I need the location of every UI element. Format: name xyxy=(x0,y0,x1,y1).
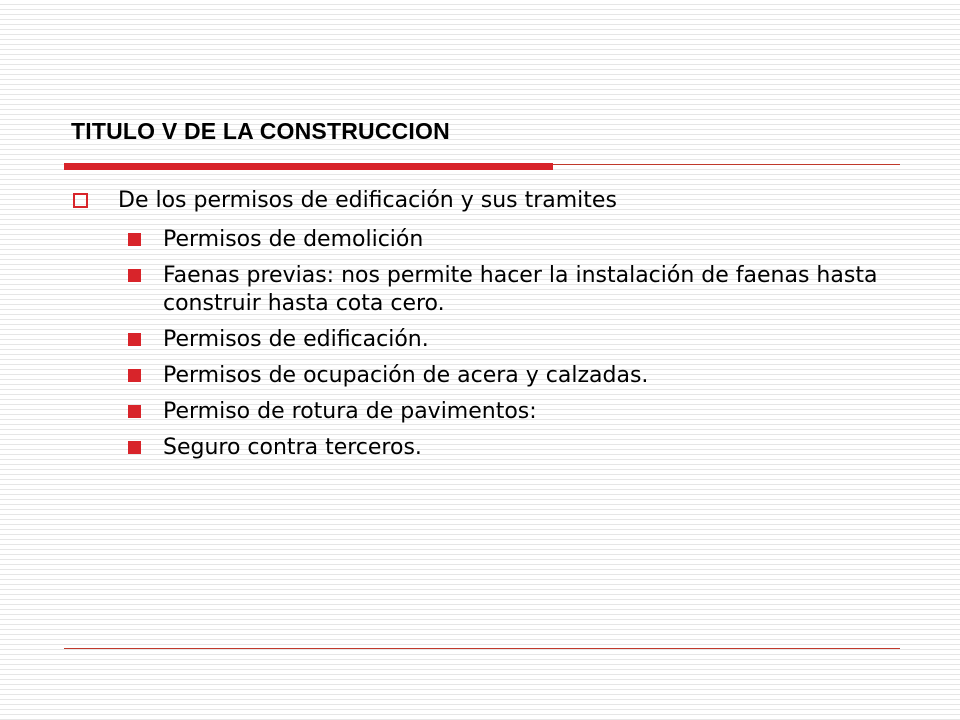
hollow-square-icon xyxy=(73,193,88,208)
sub-bullet-text: Faenas previas: nos permite hacer la instalación de faenas hasta construir hasta cota cero. xyxy=(163,263,878,316)
footer-divider xyxy=(64,648,900,649)
list-item xyxy=(125,398,905,426)
title-underline-thick xyxy=(64,163,553,170)
list-item xyxy=(125,262,905,318)
filled-square-icon xyxy=(128,269,141,282)
filled-square-icon xyxy=(128,369,141,382)
list-item xyxy=(125,226,905,254)
sub-bullet-text: Seguro contra terceros. xyxy=(163,435,422,460)
filled-square-icon xyxy=(128,441,141,454)
filled-square-icon xyxy=(128,333,141,346)
list-item xyxy=(125,434,905,462)
sub-bullet-text: Permisos de demolición xyxy=(163,227,424,252)
sub-bullet-text: Permisos de ocupación de acera y calzadas. xyxy=(163,363,649,388)
list-item xyxy=(125,362,905,390)
list-item xyxy=(125,326,905,354)
main-bullet-text: De los permisos de edificación y sus tramites xyxy=(118,188,617,213)
sub-bullet-text: Permisos de edificación. xyxy=(163,327,429,352)
sub-bullet-text: Permiso de rotura de pavimentos: xyxy=(163,399,537,424)
title-underline-thin xyxy=(553,164,900,165)
slide-title: TITULO V DE LA CONSTRUCCION xyxy=(71,118,450,144)
filled-square-icon xyxy=(128,405,141,418)
sub-bullet-list xyxy=(125,226,905,470)
filled-square-icon xyxy=(128,233,141,246)
